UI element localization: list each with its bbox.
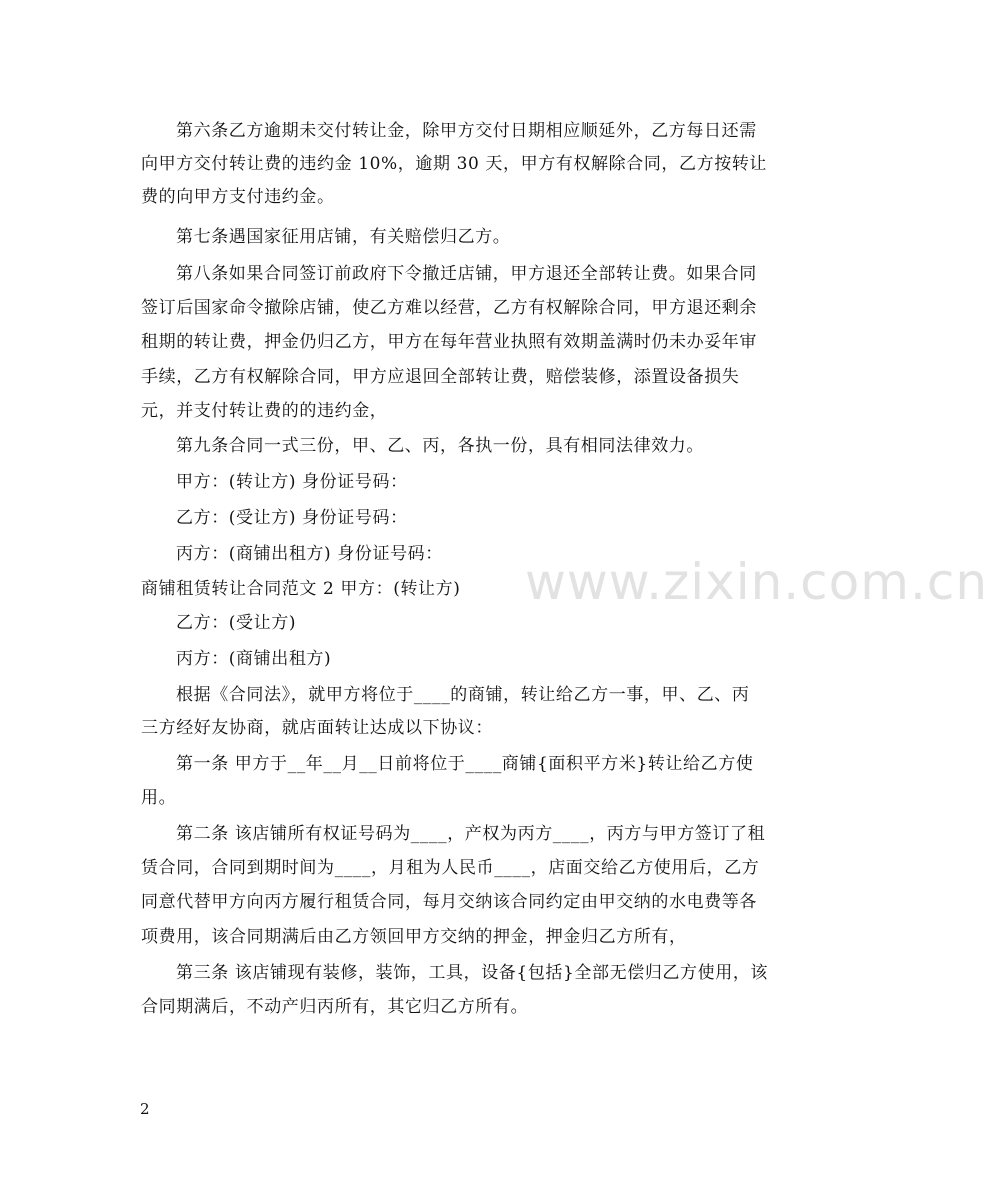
paragraph-line: 第三条 该店铺现有装修，装饰，工具，设备{包括}全部无偿归乙方使用，该 — [176, 963, 769, 983]
paragraph-line: 三方经好友协商，就店面转让达成以下协议： — [141, 718, 493, 738]
paragraph-line: 第九条合同一式三份，甲、乙、丙，各执一份，具有相同法律效力。 — [176, 436, 704, 456]
section-title-line: 商铺租赁转让合同范文 2 甲方：(转让方) — [141, 579, 461, 599]
paragraph-line: 根据《合同法》，就甲方将位于____的商铺，转让给乙方一事，甲、乙、丙 — [176, 685, 750, 705]
paragraph-line: 用。 — [141, 788, 177, 808]
paragraph-line: 手续，乙方有权解除合同，甲方应退回全部转让费，赔偿装修，添置设备损失 — [141, 367, 740, 387]
party-line: 丙方：(商铺出租方) — [176, 649, 332, 669]
paragraph-line: 第一条 甲方于__年__月__日前将位于____商铺{面积平方米}转让给乙方使 — [176, 754, 754, 774]
paragraph-line: 赁合同，合同到期时间为____，月租为人民币____，店面交给乙方使用后，乙方 — [141, 858, 760, 878]
paragraph-line: 第六条乙方逾期未交付转让金，除甲方交付日期相应顺延外，乙方每日还需 — [176, 121, 757, 141]
paragraph-line: 第八条如果合同签订前政府下令撤迁店铺，甲方退还全部转让费。如果合同 — [176, 264, 757, 284]
party-line: 甲方：(转让方) 身份证号码： — [176, 472, 408, 492]
party-line: 丙方：(商铺出租方) 身份证号码： — [176, 544, 443, 564]
paragraph-line: 向甲方交付转让费的违约金 10%，逾期 30 天，甲方有权解除合同，乙方按转让 — [141, 154, 768, 174]
paragraph-line: 费的向甲方支付违约金。 — [141, 187, 335, 207]
paragraph-line: 签订后国家命令撤除店铺，使乙方难以经营，乙方有权解除合同，甲方退还剩余 — [141, 298, 757, 318]
watermark: www.zixin.com.cn — [525, 553, 988, 611]
paragraph-line: 第二条 该店铺所有权证号码为____，产权为丙方____，丙方与甲方签订了租 — [176, 824, 766, 844]
paragraph-line: 元，并支付转让费的的违约金， — [141, 401, 388, 421]
paragraph-line: 第七条遇国家征用店铺，有关赔偿归乙方。 — [176, 227, 511, 247]
paragraph-line: 项费用，该合同期满后由乙方领回甲方交纳的押金，押金归乙方所有， — [141, 927, 687, 947]
party-line: 乙方：(受让方) 身份证号码： — [176, 508, 408, 528]
paragraph-line: 同意代替甲方向丙方履行租赁合同，每月交纳该合同约定由甲交纳的水电费等各 — [141, 892, 757, 912]
paragraph-line: 租期的转让费，押金仍归乙方，甲方在每年营业执照有效期盖满时仍未办妥年审 — [141, 332, 757, 352]
paragraph-line: 合同期满后，不动产归丙所有，其它归乙方所有。 — [141, 997, 529, 1017]
party-line: 乙方：(受让方) — [176, 613, 297, 633]
page-number: 2 — [140, 1100, 150, 1118]
